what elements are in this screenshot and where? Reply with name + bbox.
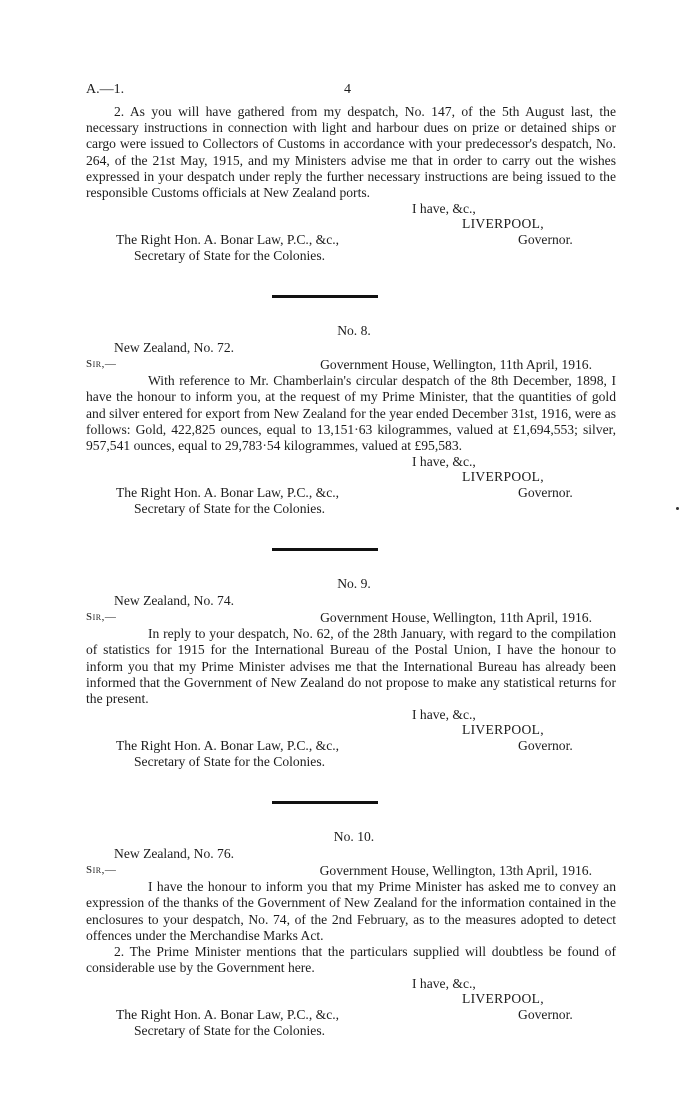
closing-addressee: The Right Hon. A. Bonar Law, P.C., &c., [116,232,340,248]
margin-speck [676,507,679,510]
closing-signature: LIVERPOOL, [462,722,544,738]
letter-number: No. 10. [333,829,375,845]
letter-closing [86,707,616,771]
closing-title: Governor. [518,485,573,501]
salutation-line [86,862,616,879]
salutation: Sir,— [86,358,117,371]
section-divider [272,295,378,298]
document-body [86,104,616,1040]
letter-paragraph: 2. The Prime Minister mentions that the particulars supplied will doubtless be found of considerable use by the Government here. [86,944,616,976]
salutation: Sir,— [86,864,117,877]
letter-paragraph: With reference to Mr. Chamberlain's circular despatch of the 8th December, 1898, I have the honour to inform you, at the request of my Prime Minister, that the quantities of gold and silver entered for export from New Zealand for the year ended December 31st, 1916, were as follows: Gold, 422,825 ounces, equal to 13,151·63 kilogrammes, valued at £1,694,553; silver, 957,541 ounces, equal to 29,783·54 kilogrammes, valued at £95,583. [86,373,616,454]
letter-paragraph: I have the honour to inform you that my Prime Minister has asked me to convey an expression of the thanks of the Government of New Zealand for the information contained in the enclosures to your despatch, No. 74, of the 2nd February, as to the measures adopted to detect offences under the Merchandise Marks Act. [86,879,616,943]
closing-signature: LIVERPOOL, [462,216,544,232]
page-header [86,82,616,100]
letter-number: No. 9. [337,576,371,592]
section-divider [272,801,378,804]
intro-closing [86,201,616,265]
closing-title: Governor. [518,232,573,248]
page-number: 4 [344,82,351,97]
closing-addressee-office: Secretary of State for the Colonies. [134,754,326,770]
letter-paragraph: In reply to your despatch, No. 62, of the 28th January, with regard to the compilation of statistics for 1915 for the International Bureau of the Postal Union, I have the honour to inform you that my Prime Minister advises me that the International Bureau has already been informed that the Government of New Zealand do not propose to make any statistical returns for the present. [86,626,616,707]
closing-have: I have, &c., [412,976,476,992]
closing-title: Governor. [518,738,573,754]
letter-reference: New Zealand, No. 76. [114,846,235,862]
closing-title: Governor. [518,1007,573,1023]
salutation: Sir,— [86,611,117,624]
salutation-line [86,609,616,626]
closing-addressee: The Right Hon. A. Bonar Law, P.C., &c., [116,1007,340,1023]
closing-signature: LIVERPOOL, [462,991,544,1007]
letter-reference: New Zealand, No. 74. [114,593,235,609]
letter-closing [86,976,616,1040]
closing-addressee: The Right Hon. A. Bonar Law, P.C., &c., [116,738,340,754]
closing-signature: LIVERPOOL, [462,469,544,485]
letter-place-date: Government House, Wellington, 11th April, 1916. [320,357,592,373]
letter-closing [86,454,616,518]
closing-have: I have, &c., [412,201,476,217]
intro-paragraph: 2. As you will have gathered from my despatch, No. 147, of the 5th August last, the necessary instructions in connection with light and harbour dues on prize or detained ships or cargo were issued to Collectors of Customs in accordance with your predecessor's despatch, No. 264, of the 21st May, 1915, and my Ministers advise me that in order to carry out the wishes expressed in your despatch under reply the further necessary instructions are being issued to the responsible Customs officials at New Zealand ports. [86,104,616,201]
closing-addressee-office: Secretary of State for the Colonies. [134,1023,326,1039]
section-divider [272,548,378,551]
letter-place-date: Government House, Wellington, 13th April, 1916. [319,863,592,879]
closing-have: I have, &c., [412,454,476,470]
salutation-line [86,356,616,373]
closing-have: I have, &c., [412,707,476,723]
closing-addressee: The Right Hon. A. Bonar Law, P.C., &c., [116,485,340,501]
letter-place-date: Government House, Wellington, 11th April, 1916. [320,610,592,626]
closing-addressee-office: Secretary of State for the Colonies. [134,248,326,264]
letter-reference: New Zealand, No. 72. [114,340,235,356]
letter-number: No. 8. [337,323,371,339]
closing-addressee-office: Secretary of State for the Colonies. [134,501,326,517]
document-code: A.—1. [86,82,125,97]
